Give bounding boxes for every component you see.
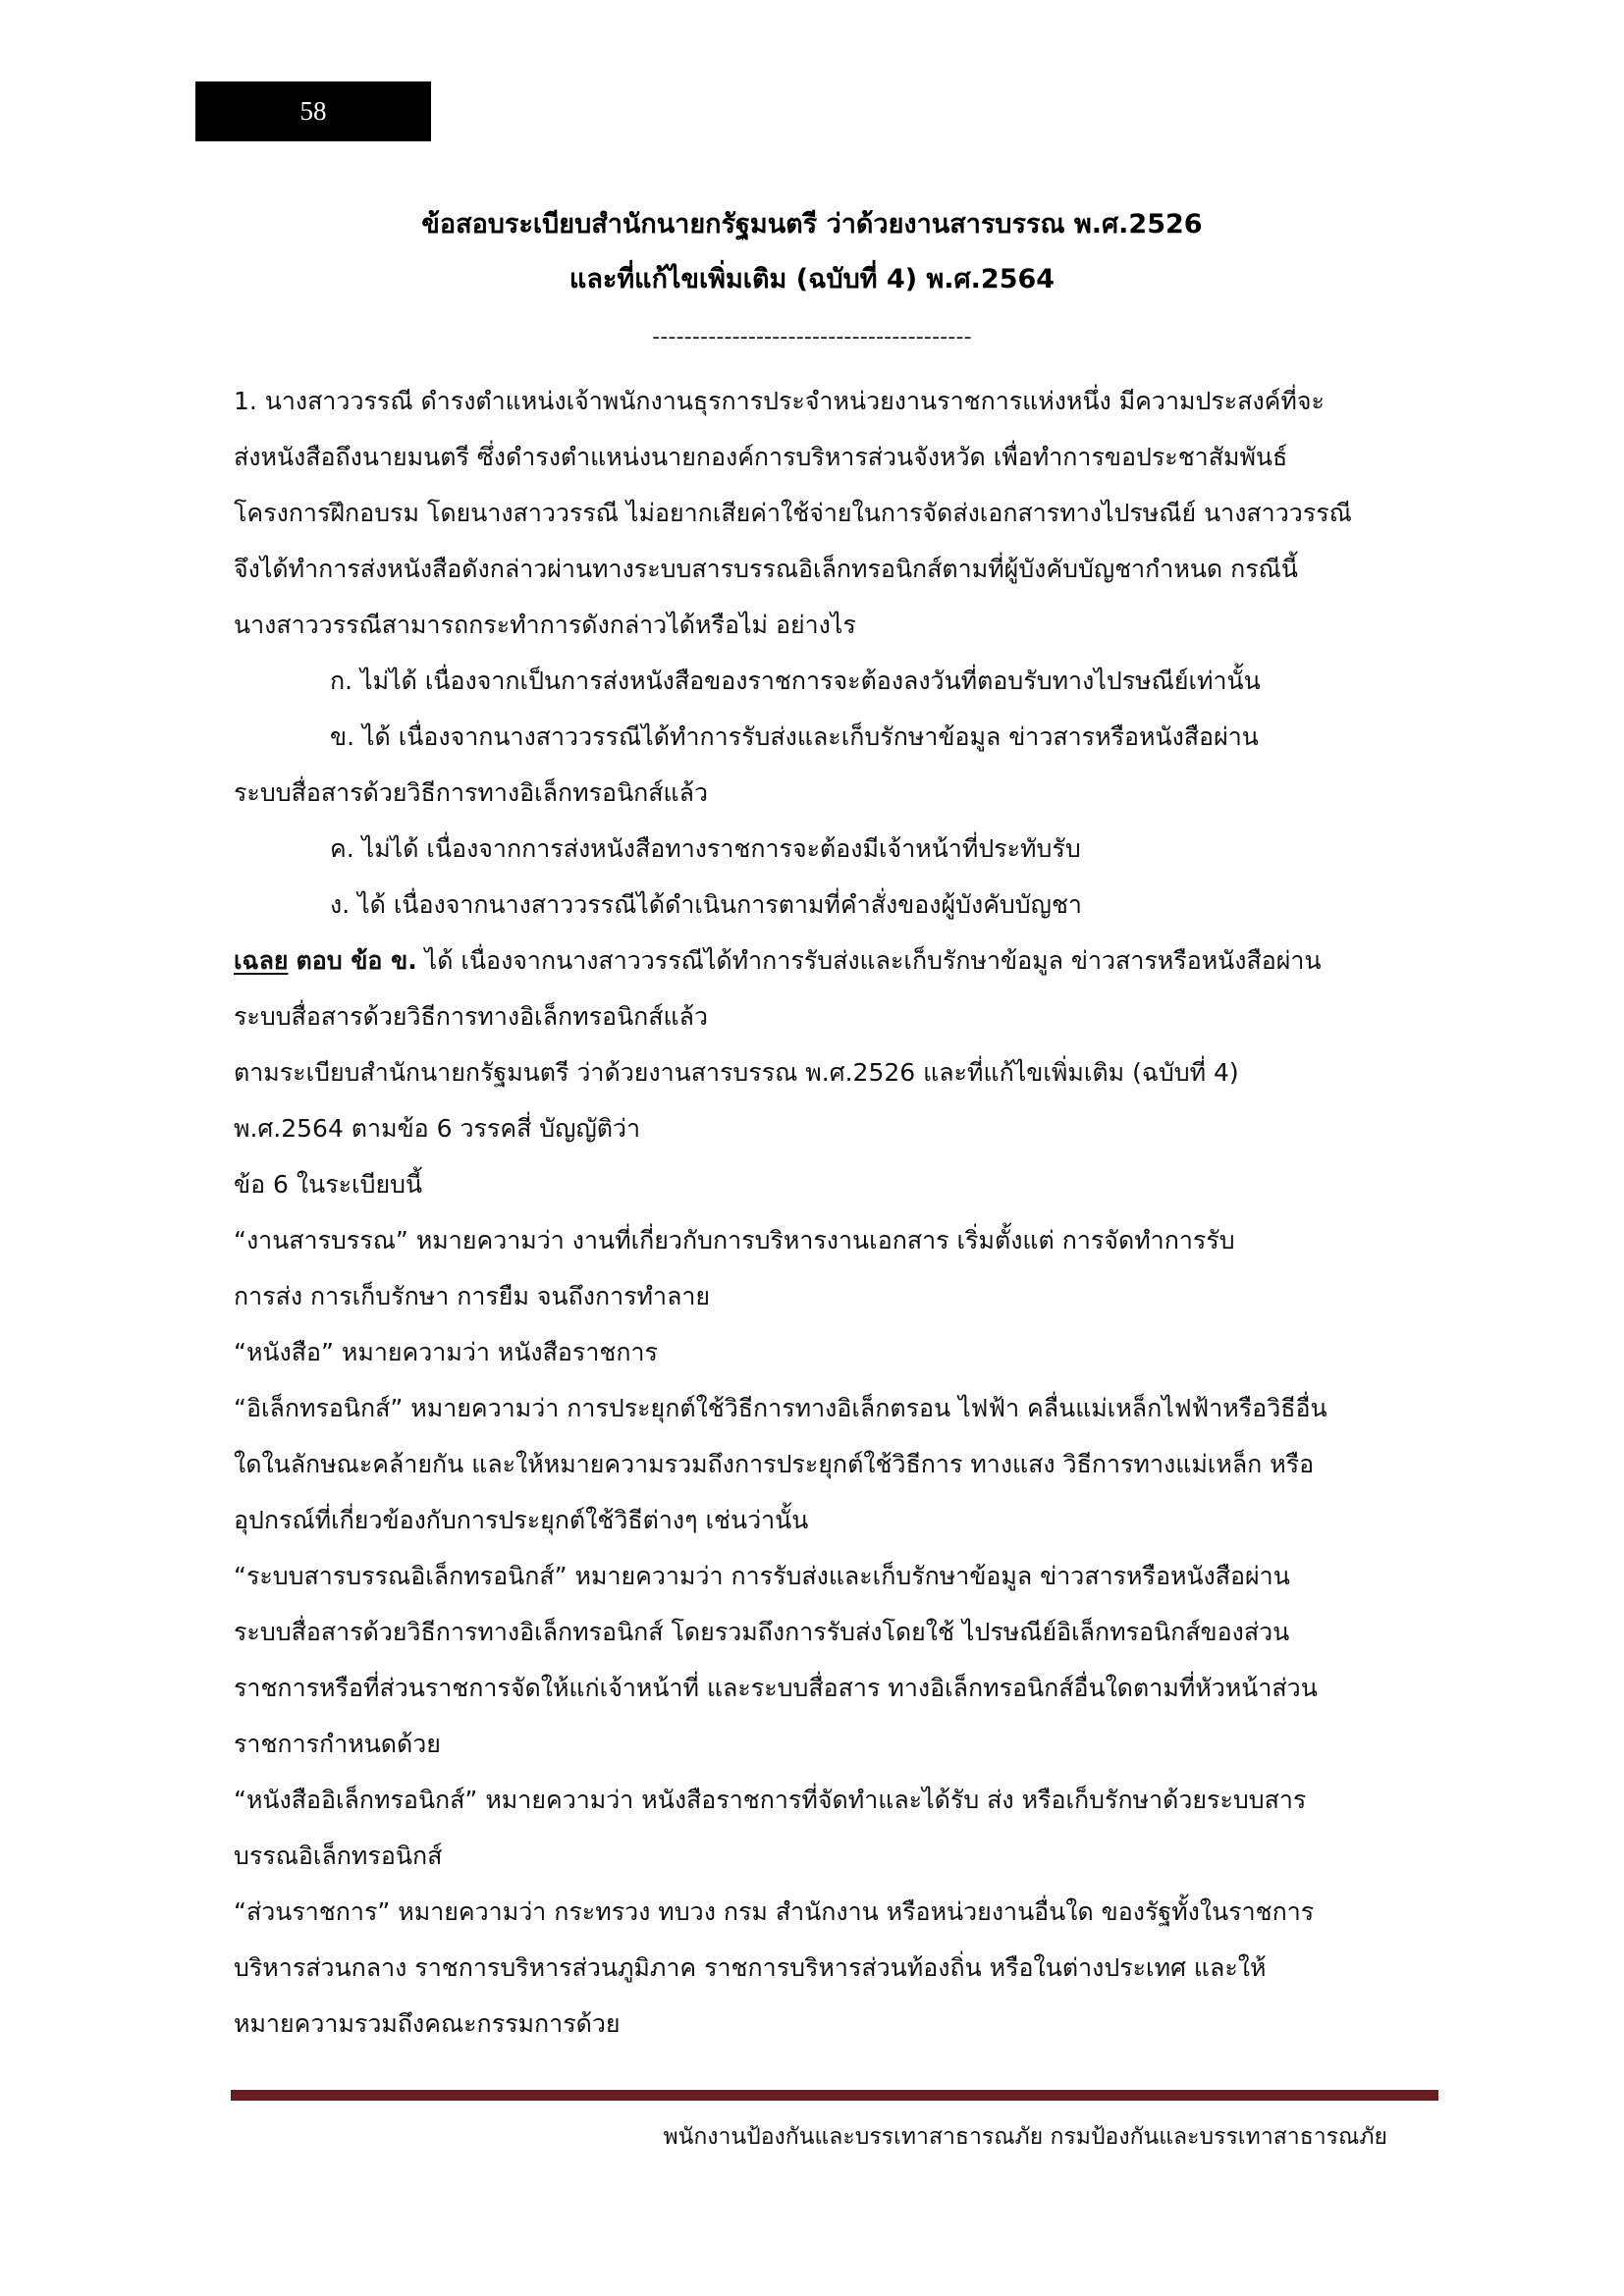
question-line: 1. นางสาววรรณี ดำรงตำแหน่งเจ้าพนักงานธุรการประจำหน่วยงานราชการแห่งหนึ่ง มีความประสงค์ที่จะ xyxy=(234,387,1325,415)
explanation-line: หมายความรวมถึงคณะกรรมการด้วย xyxy=(234,2009,621,2038)
explanation-line: “อิเล็กทรอนิกส์” หมายความว่า การประยุกต์ใช้วิธีการทางอิเล็กตรอน ไฟฟ้า คลื่นแม่เหล็กไฟฟ้าหรือวิธีอื่น xyxy=(234,1394,1327,1422)
page-number-box xyxy=(195,81,431,141)
choice-d: ง. ได้ เนื่องจากนางสาววรรณีได้ดำเนินการตามที่คำสั่งของผู้บังคับบัญชา xyxy=(330,890,1082,919)
page-title-line-1: ข้อสอบระเบียบสำนักนายกรัฐมนตรี ว่าด้วยงานสารบรรณ พ.ศ.2526 xyxy=(421,209,1203,240)
answer-label: เฉลย xyxy=(234,946,289,975)
answer-line-continued: ระบบสื่อสารด้วยวิธีการทางอิเล็กทรอนิกส์แล้ว xyxy=(234,1002,709,1031)
explanation-line: การส่ง การเก็บรักษา การยืม จนถึงการทำลาย xyxy=(234,1282,711,1310)
answer-choice: ตอบ ข้อ ข. xyxy=(296,946,417,975)
explanation-line: ราชการกำหนดด้วย xyxy=(234,1730,441,1758)
explanation-line: “หนังสือ” หมายความว่า หนังสือราชการ xyxy=(234,1338,658,1366)
explanation-line: ตามระเบียบสำนักนายกรัฐมนตรี ว่าด้วยงานสารบรรณ พ.ศ.2526 และที่แก้ไขเพิ่มเติม (ฉบับที่ 4) xyxy=(234,1058,1239,1087)
choice-b: ข. ได้ เนื่องจากนางสาววรรณีได้ทำการรับส่งและเก็บรักษาข้อมูล ข่าวสารหรือหนังสือผ่าน xyxy=(330,722,1259,751)
explanation-line: ระบบสื่อสารด้วยวิธีการทางอิเล็กทรอนิกส์ โดยรวมถึงการรับส่งโดยใช้ ไปรษณีย์อิเล็กทรอนิกส์ของส่วน xyxy=(234,1618,1290,1646)
footer-text: พนักงานป้องกันและบรรเทาสาธารณภัย กรมป้องกันและบรรเทาสาธารณภัย xyxy=(663,2124,1387,2150)
footer-rule xyxy=(231,2090,1438,2101)
choice-a: ก. ไม่ได้ เนื่องจากเป็นการส่งหนังสือของราชการจะต้องลงวันที่ตอบรับทางไปรษณีย์เท่านั้น xyxy=(330,667,1261,695)
explanation-line: อุปกรณ์ที่เกี่ยวข้องกับการประยุกต์ใช้วิธีต่างๆ เช่นว่านั้น xyxy=(234,1506,809,1534)
explanation-line: “ระบบสารบรรณอิเล็กทรอนิกส์” หมายความว่า การรับส่งและเก็บรักษาข้อมูล ข่าวสารหรือหนังสือผ่าน xyxy=(234,1562,1290,1590)
question-line: จึงได้ทำการส่งหนังสือดังกล่าวผ่านทางระบบสารบรรณอิเล็กทรอนิกส์ตามที่ผู้บังคับบัญชากำหนด กรณีนี้ xyxy=(234,555,1298,583)
explanation-line: บรรณอิเล็กทรอนิกส์ xyxy=(234,1842,443,1870)
choice-c: ค. ไม่ได้ เนื่องจากการส่งหนังสือทางราชการจะต้องมีเจ้าหน้าที่ประทับรับ xyxy=(330,834,1081,863)
answer-line xyxy=(234,933,1437,988)
question-line: โครงการฝึกอบรม โดยนางสาววรรณี ไม่อยากเสียค่าใช้จ่ายในการจัดส่งเอกสารทางไปรษณีย์ นางสาววรรณี xyxy=(234,499,1352,527)
explanation-line: “หนังสืออิเล็กทรอนิกส์” หมายความว่า หนังสือราชการที่จัดทำและได้รับ ส่ง หรือเก็บรักษาด้วยระบบสาร xyxy=(234,1786,1307,1814)
explanation-line: บริหารส่วนกลาง ราชการบริหารส่วนภูมิภาค ราชการบริหารส่วนท้องถิ่น หรือในต่างประเทศ และให้ xyxy=(234,1953,1267,1982)
page-number: 58 xyxy=(299,96,327,126)
explanation-line: ราชการหรือที่ส่วนราชการจัดให้แก่เจ้าหน้าที่ และระบบสื่อสาร ทางอิเล็กทรอนิกส์อื่นใดตามที่หัวหน้าส่วน xyxy=(234,1674,1318,1702)
explanation-line: “ส่วนราชการ” หมายความว่า กระทรวง ทบวง กรม สำนักงาน หรือหน่วยงานอื่นใด ของรัฐทั้งในราชการ xyxy=(234,1897,1315,1926)
question-line: นางสาววรรณีสามารถกระทำการดังกล่าวได้หรือไม่ อย่างไร xyxy=(234,611,856,639)
document-body xyxy=(234,373,1437,2052)
explanation-line: ใดในลักษณะคล้ายกัน และให้หมายความรวมถึงการประยุกต์ใช้วิธีการ ทางแสง วิธีการทางแม่เหล็ก หรือ xyxy=(234,1450,1315,1478)
explanation-line: ข้อ 6 ในระเบียบนี้ xyxy=(234,1170,423,1199)
explanation-line: พ.ศ.2564 ตามข้อ 6 วรรคสี่ บัญญัติว่า xyxy=(234,1114,641,1143)
title-divider: ---------------------------------------- xyxy=(652,325,972,349)
page-title-line-2: และที่แก้ไขเพิ่มเติม (ฉบับที่ 4) พ.ศ.2564 xyxy=(568,264,1056,294)
choice-b-continued: ระบบสื่อสารด้วยวิธีการทางอิเล็กทรอนิกส์แล้ว xyxy=(234,778,709,807)
question-line: ส่งหนังสือถึงนายมนตรี ซึ่งดำรงตำแหน่งนายกองค์การบริหารส่วนจังหวัด เพื่อทำการขอประชาสัมพันธ์ xyxy=(234,443,1288,471)
explanation-line: “งานสารบรรณ” หมายความว่า งานที่เกี่ยวกับการบริหารงานเอกสาร เริ่มตั้งแต่ การจัดทำการรับ xyxy=(234,1226,1235,1255)
answer-text: ได้ เนื่องจากนางสาววรรณีได้ทำการรับส่งและเก็บรักษาข้อมูล ข่าวสารหรือหนังสือผ่าน xyxy=(416,946,1322,975)
